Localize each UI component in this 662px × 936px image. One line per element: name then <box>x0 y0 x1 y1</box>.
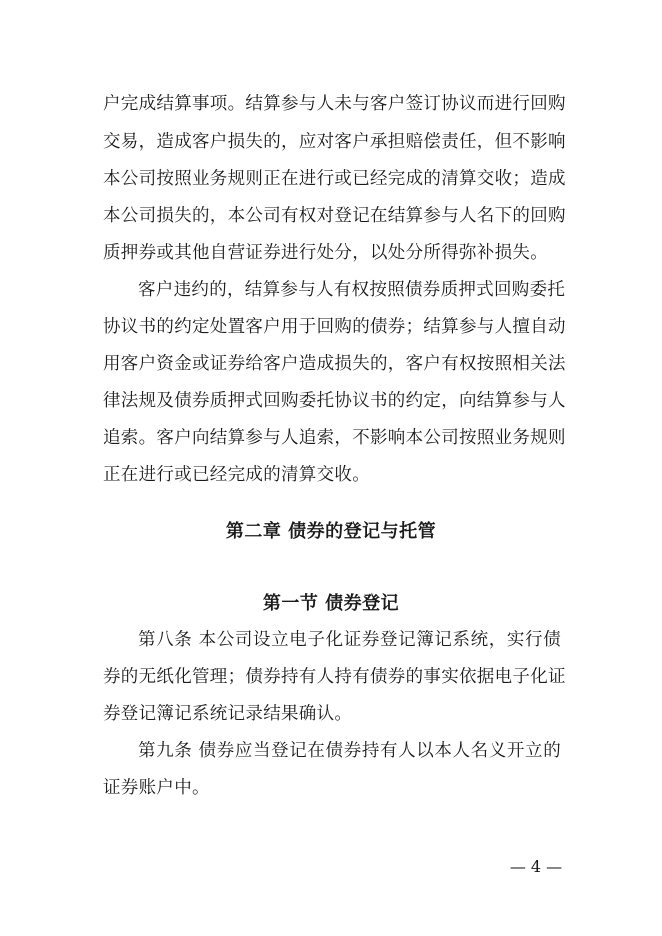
article-9-line-2: 证券账户中。 <box>103 778 210 798</box>
paragraph-2-line-3: 用客户资金或证券给客户造成损失的，客户有权按照相关法 <box>103 354 566 374</box>
chapter-title: 第二章 债券的登记与托管 <box>225 521 437 542</box>
paragraph-2-line-5: 追索。客户向结算参与人追索，不影响本公司按照业务规则 <box>103 428 566 448</box>
paragraph-1-line-1: 户完成结算事项。结算参与人未与客户签订协议而进行回购 <box>103 94 566 114</box>
paragraph-2-line-6: 正在进行或已经完成的清算交收。 <box>103 465 370 485</box>
article-8-line-3: 券登记簿记系统记录结果确认。 <box>103 704 353 724</box>
paragraph-1-line-3: 本公司按照业务规则正在进行或已经完成的清算交收；造成 <box>103 169 566 189</box>
page-number: — 4 — <box>509 857 563 876</box>
paragraph-2-line-4: 律法规及债券质押式回购委托协议书的约定，向结算参与人 <box>103 391 566 411</box>
paragraph-1-line-5: 质押券或其他自营证券进行处分，以处分所得弥补损失。 <box>103 243 548 263</box>
section-title: 第一节 债券登记 <box>262 593 400 614</box>
paragraph-1-line-2: 交易，造成客户损失的，应对客户承担赔偿责任，但不影响 <box>103 132 566 152</box>
paragraph-2-line-2: 协议书的约定处置客户用于回购的债券；结算参与人擅自动 <box>103 317 566 337</box>
paragraph-1-line-4: 本公司损失的，本公司有权对登记在结算参与人名下的回购 <box>103 206 566 226</box>
article-8-line-1: 第八条 本公司设立电子化证券登记簿记系统，实行债 <box>138 630 561 650</box>
article-8-line-2: 券的无纸化管理；债券持有人持有债券的事实依据电子化证 <box>103 667 566 687</box>
paragraph-2-line-1: 客户违约的，结算参与人有权按照债券质押式回购委托 <box>138 280 566 300</box>
article-9-line-1: 第九条 债券应当登记在债券持有人以本人名义开立的 <box>138 741 561 761</box>
